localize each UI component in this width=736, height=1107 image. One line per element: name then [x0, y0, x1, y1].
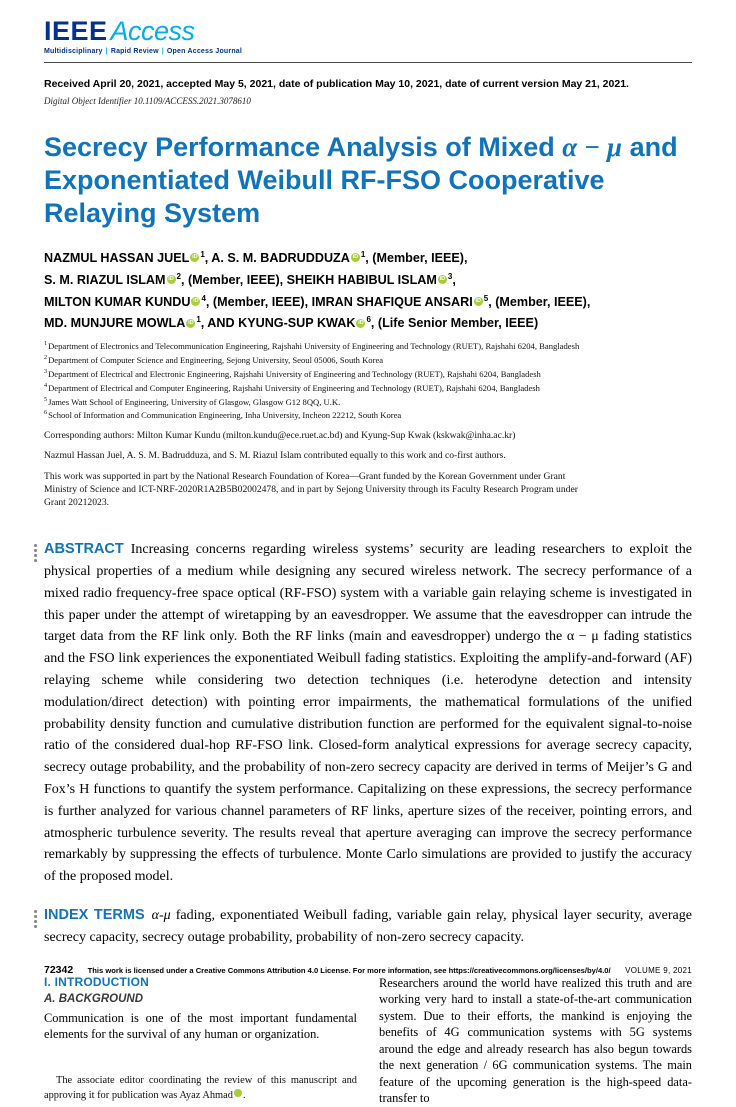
affiliation-ref: 3 [447, 271, 453, 281]
footnote-text: The associate editor coordinating the review of this manuscript and approving it for publication was Ayaz Ahmad [44, 1074, 357, 1101]
footnote-text: . [242, 1089, 246, 1101]
intro-paragraph: Researchers around the world have realized this truth and are working very hard to install a state-of-the-art communication system. Due to their efforts, the mankind is enjoying the benefits of 4G communication systems with 5G systems around the edge and already research has also begun towards the next generation / 6G communication systems. The main feature of the upcoming generation is the high-speed data-transfer to [379, 975, 692, 1106]
author-suffix: , (Member, IEEE), [180, 272, 287, 287]
orcid-icon[interactable]: iD [475, 297, 481, 304]
title-text: Relaying System [44, 198, 261, 228]
affiliation-list [44, 338, 692, 421]
affiliation-ref: 6 [366, 315, 371, 325]
orcid-icon[interactable]: iD [193, 297, 199, 304]
index-terms-math: α-μ [151, 908, 171, 924]
tagline-separator: | [161, 48, 164, 55]
affiliation-ref: 1 [196, 315, 201, 325]
author-suffix: , (Member, IEEE), [488, 294, 591, 309]
author-line [44, 290, 692, 312]
doi-line: Digital Object Identifier 10.1109/ACCESS.2021.3078610 [44, 96, 251, 106]
body-columns [44, 975, 692, 1107]
dotted-rule [34, 544, 37, 547]
journal-masthead [44, 18, 692, 63]
affiliation-text: Department of Electrical and Electronic Engineering, Rajshahi University of Engineering and Technology (RUET), Rajshahi 6204, Bangladesh [48, 368, 541, 379]
affiliation-text: James Watt School of Engineering, University of Glasgow, Glasgow G12 8QQ, U.K. [48, 396, 341, 407]
access-logo: Access [110, 16, 195, 46]
section-heading-introduction: I. INTRODUCTION [44, 974, 149, 989]
affiliation-number: 6 [44, 409, 48, 417]
orcid-icon[interactable]: iD [192, 254, 198, 261]
affiliation-item [44, 338, 692, 352]
author-suffix: , (Member, IEEE), [365, 251, 468, 266]
affiliation-number: 5 [44, 395, 48, 403]
paper-title [44, 131, 692, 230]
author-list [44, 246, 692, 333]
affiliation-ref: 5 [483, 293, 489, 303]
index-terms-heading: INDEX TERMS [44, 907, 145, 924]
tagline-part: Rapid Review [110, 48, 159, 55]
page-footer [44, 964, 692, 976]
abstract-section [44, 539, 692, 888]
abstract-heading: ABSTRACT [44, 541, 124, 558]
ieee-logo: IEEE [44, 16, 108, 46]
equal-contribution-note: Nazmul Hassan Juel, A. S. M. Badrudduza, and S. M. Riazul Islam contributed equally to this work and co-first authors. [44, 450, 506, 462]
title-math-symbols: α − μ [562, 132, 623, 162]
affiliation-text: Department of Electronics and Telecommunication Engineering, Rajshahi University of Engineering and Technology (RUET), Rajshahi 6204, Bangladesh [48, 340, 580, 351]
tagline-separator: | [105, 48, 108, 55]
affiliation-text: Department of Computer Science and Engineering, Sejong University, Seoul 05006, South Korea [48, 354, 384, 365]
author-name: MD. MUNJURE MOWLA [44, 316, 186, 331]
author-line [44, 268, 692, 290]
left-column [44, 975, 357, 1107]
subsection-heading-background: A. BACKGROUND [44, 992, 144, 1005]
index-terms-text: fading, exponentiated Weibull fading, variable gain relay, physical layer security, average secrecy capacity, secrecy outage probability, probability of non-zero secrecy capacity. [44, 908, 692, 945]
title-text: Secrecy Performance Analysis of Mixed [44, 132, 563, 162]
dotted-rule [34, 910, 37, 913]
orcid-icon[interactable]: iD [168, 275, 174, 282]
author-name: KYUNG-SUP KWAK [238, 316, 356, 331]
corresponding-authors-note: Corresponding authors: Milton Kumar Kundu (milton.kundu@ece.ruet.ac.bd) and Kyung-Sup Kwak (kskwak@inha.ac.kr) [44, 430, 516, 442]
orcid-icon[interactable]: iD [234, 1089, 242, 1097]
author-name: A. S. M. BADRUDDUZA [211, 251, 350, 266]
masthead-divider [44, 62, 692, 63]
right-column [379, 975, 692, 1107]
license-text[interactable]: This work is licensed under a Creative Commons Attribution 4.0 License. For more information, see https://creativecommons.org/licenses/by/4.0/ [87, 966, 611, 975]
author-name: IMRAN SHAFIQUE ANSARI [311, 294, 473, 309]
affiliation-item [44, 366, 692, 380]
tagline-part: Multidisciplinary [44, 48, 103, 55]
affiliation-text: School of Information and Communication Engineering, Inha University, Incheon 22212, South Korea [48, 410, 402, 421]
author-line [44, 311, 692, 333]
index-terms-section [44, 905, 692, 949]
author-suffix: , AND [200, 316, 239, 331]
author-name: SHEIKH HABIBUL ISLAM [286, 272, 437, 287]
funding-note: This work was supported in part by the National Research Foundation of Korea—Grant funded by the Korean Government under Grant Ministry of Science and ICT-NRF-2020R1A2B5B02002478, and in part by Sejong University through its Faculty Research Program under Grant 20212023. [44, 470, 578, 509]
author-name: NAZMUL HASSAN JUEL [44, 251, 190, 266]
orcid-icon[interactable]: iD [439, 275, 446, 282]
author-name: MILTON KUMAR KUNDU [44, 294, 191, 309]
author-name: S. M. RIAZUL ISLAM [44, 272, 166, 287]
page-number: 72342 [44, 964, 74, 976]
affiliation-item [44, 380, 692, 394]
affiliation-item [44, 407, 692, 421]
intro-paragraph: Communication is one of the most important fundamental elements for the survival of any human or organization. [44, 1010, 357, 1042]
affiliation-number: 1 [44, 340, 48, 348]
editor-footnote [44, 1073, 357, 1103]
affiliation-text: Department of Electrical and Computer Engineering, Rajshahi University of Engineering and Technology (RUET), Rajshahi 6204, Bangladesh [48, 382, 540, 393]
affiliation-ref: 1 [360, 250, 366, 259]
orcid-icon[interactable]: iD [352, 254, 359, 261]
title-text: Exponentiated Weibull RF-FSO Cooperative [44, 165, 605, 195]
journal-tagline [44, 48, 692, 55]
orcid-icon[interactable]: iD [358, 319, 364, 326]
author-suffix: , [452, 272, 456, 287]
volume-label: VOLUME 9, 2021 [625, 966, 692, 975]
affiliation-item [44, 352, 692, 366]
abstract-text: Increasing concerns regarding wireless systems’ security are leading researchers to exploit the physical properties of a medium while designing any secured wireless network. The secrecy performance of a mixed radio frequency-free space optical (RF-FSO) system with a variable gain relaying scheme is investigated in this paper under the attempt of wiretapping by an eavesdropper. We assume that the eavesdropper can intrude the target data from the RF link only. Both the RF links (main and eavesdropper) undergo the α − μ fading statistics and the FSO link experiences the exponentiated Weibull fading statistics. Exploiting the amplify-and-forward (AF) relaying scheme while considering two detection techniques (i.e. heterodyne detection and intensity modulation/direct detection) with pointing error impairments, the mathematical formulations of the unified probability density function and cumulative distribution function are performed for the equivalent signal-to-noise ratio of the considered dual-hop RF-FSO link. Closed-form analytical expressions for average secrecy capacity, secrecy outage probability, and the probability of non-zero secrecy capacity are derived in terms of Meijer’s G and Fox’s H functions to quantify the system performance. Capitalizing on these expressions, the secrecy performance is further analyzed for various channel parameters of RF links, aperture sizes of the receiver, pointing errors, and atmospheric turbulence severity. The results reveal that aperture averaging can improve the secrecy performance remarkably by suppressing the effects of turbulence. Monte Carlo simulations are provided to justify the accuracy of the proposed model. [44, 542, 692, 885]
affiliation-item [44, 394, 692, 408]
title-text: and [622, 132, 678, 162]
author-suffix: , (Member, IEEE), [205, 294, 312, 309]
tagline-part: Open Access Journal [166, 48, 243, 55]
affiliation-ref: 1 [200, 250, 205, 259]
author-suffix: , [204, 251, 212, 266]
author-line [44, 246, 692, 268]
orcid-icon[interactable]: iD [188, 319, 194, 326]
affiliation-number: 3 [44, 367, 48, 375]
affiliation-number: 2 [44, 353, 48, 361]
affiliation-ref: 4 [201, 293, 206, 303]
affiliation-number: 4 [44, 381, 48, 389]
received-dates-line: Received April 20, 2021, accepted May 5, 2021, date of publication May 10, 2021, date of current version May 21, 2021. [44, 78, 629, 90]
author-suffix: , (Life Senior Member, IEEE) [370, 316, 539, 331]
affiliation-ref: 2 [176, 271, 181, 281]
